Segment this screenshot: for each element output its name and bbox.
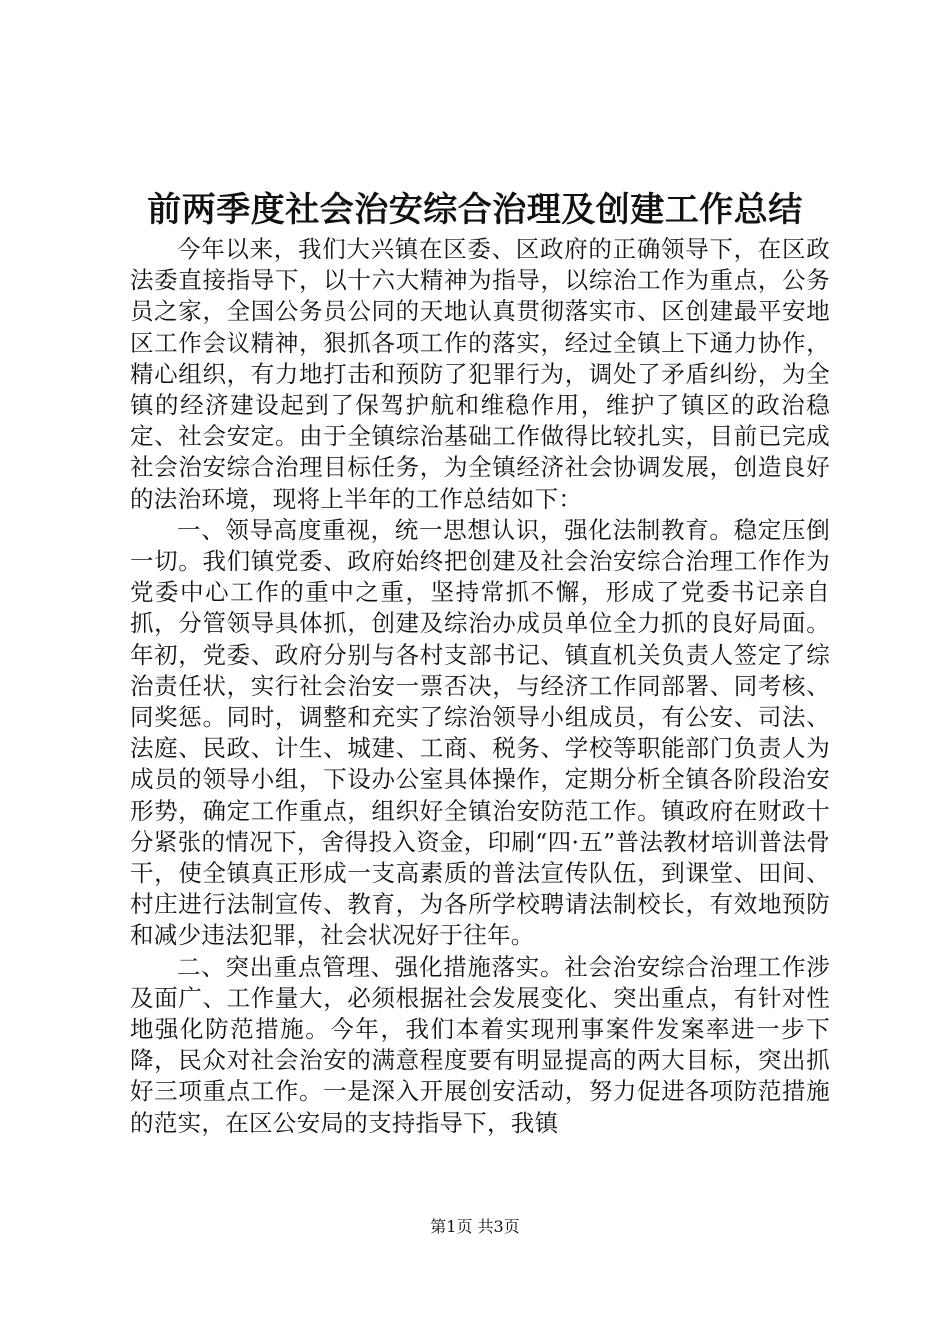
document-title: 前两季度社会治安综合治理及创建工作总结: [147, 190, 803, 230]
paragraph-section-2: 二、突出重点管理、强化措施落实。社会治安综合治理工作涉及面广、工作量大，必须根据社会发展变化、突出重点，有针对性地强化防范措施。今年，我们本着实现刑事案件发案率进一步下降，民众对社会治安的满意程度要有明显提高的两大目标，突出抓好三项重点工作。一是深入开展创安活动，努力促进各项防范措施的范实，在区公安局的支持指导下，我镇: [130, 952, 830, 1137]
paragraph-section-1: 一、领导高度重视，统一思想认识，强化法制教育。稳定压倒一切。我们镇党委、政府始终把创建及社会治安综合治理工作作为党委中心工作的重中之重，坚持常抓不懈，形成了党委书记亲自抓，分管领导具体抓，创建及综治办成员单位全力抓的良好局面。年初，党委、政府分别与各村支部书记、镇直机关负责人签定了综治责任状，实行社会治安一票否决，与经济工作同部署、同考核、同奖惩。同时，调整和充实了综治领导小组成员，有公安、司法、法庭、民政、计生、城建、工商、税务、学校等职能部门负责人为成员的领导小组，下设办公室具体操作，定期分析全镇各阶段治安形势，确定工作重点，组织好全镇治安防范工作。镇政府在财政十分紧张的情况下，舍得投入资金，印刷“四·五”普法教材培训普法骨干，使全镇真正形成一支高素质的普法宣传队伍，到课堂、田间、村庄进行法制宣传、教育，为各所学校聘请法制校长，有效地预防和减少违法犯罪，社会状况好于往年。: [130, 515, 830, 950]
document-body: [130, 234, 830, 1139]
page-footer: 第1页 共3页: [430, 1217, 520, 1236]
paragraph-intro: 今年以来，我们大兴镇在区委、区政府的正确领导下，在区政法委直接指导下，以十六大精神为指导，以综治工作为重点，公务员之家，全国公务员公同的天地认真贯彻落实市、区创建最平安地区工作会议精神，狠抓各项工作的落实，经过全镇上下通力协作，精心组织，有力地打击和预防了犯罪行为，调处了矛盾纠纷，为全镇的经济建设起到了保驾护航和维稳作用，维护了镇区的政治稳定、社会安定。由于全镇综治基础工作做得比较扎实，目前已完成社会治安综合治理目标任务，为全镇经济社会协调发展，创造良好的法治环境，现将上半年的工作总结如下：: [130, 235, 830, 513]
